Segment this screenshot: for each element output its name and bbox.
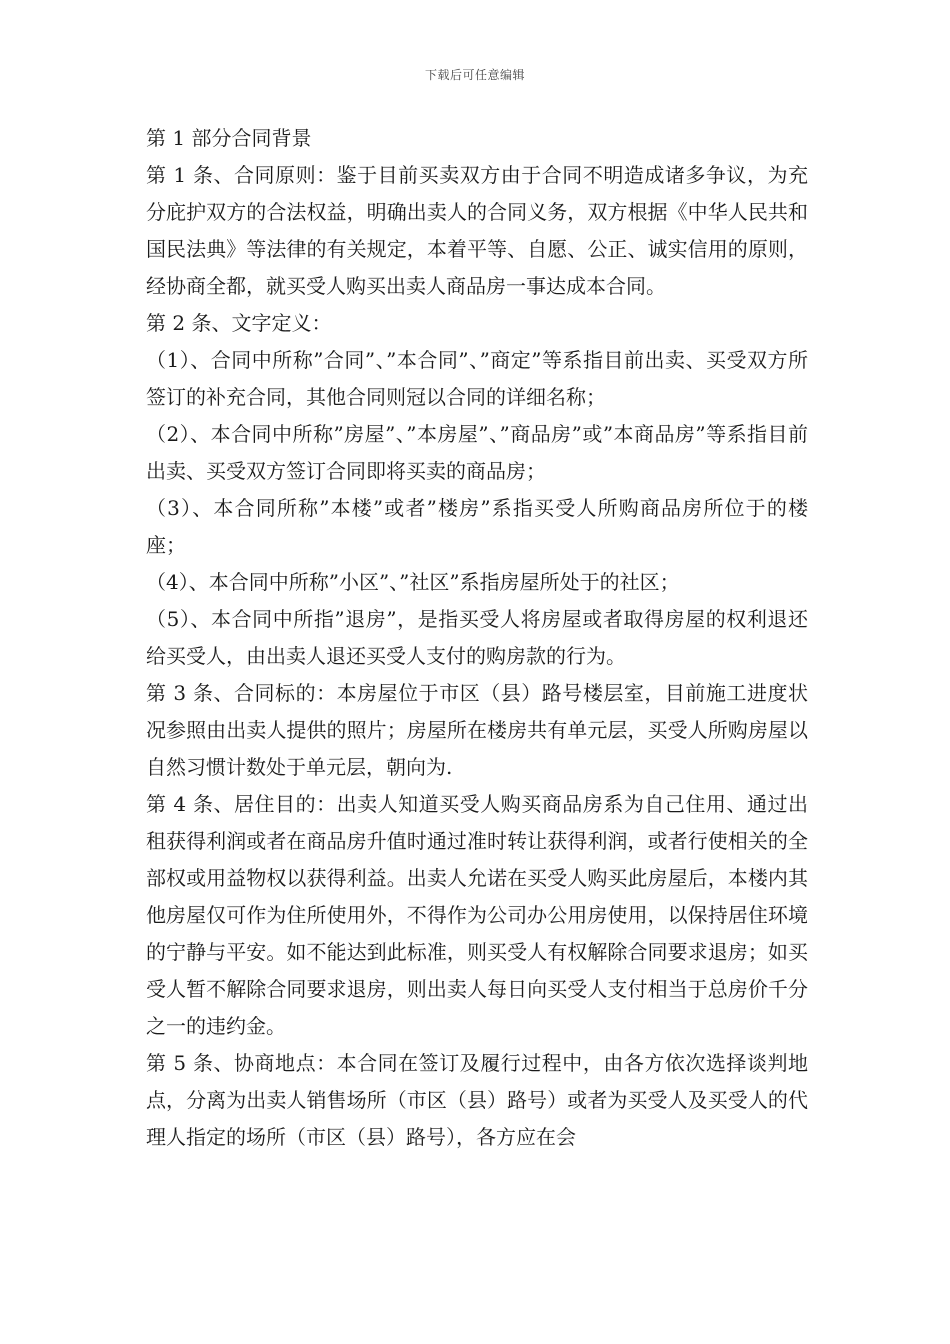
definition-item-5: （5）、本合同中所指”退房”，是指买受人将房屋或者取得房屋的权利退还给买受人，由出卖人退还买受人支付的购房款的行为。 bbox=[146, 607, 808, 668]
article-5-paragraph: 第 5 条、协商地点：本合同在签订及履行过程中，由各方依次选择谈判地点，分离为出卖人销售场所（市区（县）路号）或者为买受人及买受人的代理人指定的场所（市区（县）路号），各方应在会 bbox=[146, 1051, 808, 1149]
definition-item-3: （3）、本合同所称”本楼”或者”楼房”系指买受人所购商品房所位于的楼座； bbox=[146, 496, 808, 557]
section-heading: 第 1 部分合同背景 bbox=[146, 126, 312, 150]
definition-item-4: （4）、本合同中所称”小区”、”社区”系指房屋所处于的社区； bbox=[146, 570, 680, 594]
contract-body bbox=[146, 120, 808, 1156]
definition-item-2: （2）、本合同中所称”房屋”、”本房屋”、”商品房”或”本商品房”等系指目前出卖、买受双方签订合同即将买卖的商品房； bbox=[146, 422, 808, 483]
article-4-paragraph: 第 4 条、居住目的：出卖人知道买受人购买商品房系为自己住用、通过出租获得利润或者在商品房升值时通过准时转让获得利润，或者行使相关的全部权或用益物权以获得利益。出卖人允诺在买受人购买此房屋后，本楼内其他房屋仅可作为住所使用外，不得作为公司办公用房使用，以保持居住环境的宁静与平安。如不能达到此标准，则买受人有权解除合同要求退房；如买受人暂不解除合同要求退房，则出卖人每日向买受人支付相当于总房价千分之一的违约金。 bbox=[146, 792, 808, 1038]
article-1-paragraph: 第 1 条、合同原则：鉴于目前买卖双方由于合同不明造成诸多争议，为充分庇护双方的合法权益，明确出卖人的合同义务，双方根据《中华人民共和国民法典》等法律的有关规定，本着平等、自愿、公正、诚实信用的原则，经协商全都，就买受人购买出卖人商品房一事达成本合同。 bbox=[146, 163, 808, 298]
article-2-heading: 第 2 条、文字定义： bbox=[146, 311, 332, 335]
page-header-note: 下载后可任意编辑 bbox=[424, 68, 525, 82]
definition-item-1: （1）、合同中所称”合同”、”本合同”、”商定”等系指目前出卖、买受双方所签订的补充合同，其他合同则冠以合同的详细名称； bbox=[146, 348, 808, 409]
article-3-paragraph: 第 3 条、合同标的：本房屋位于市区（县）路号楼层室，目前施工进度状况参照由出卖人提供的照片；房屋所在楼房共有单元层，买受人所购房屋以自然习惯计数处于单元层，朝向为. bbox=[146, 681, 808, 779]
